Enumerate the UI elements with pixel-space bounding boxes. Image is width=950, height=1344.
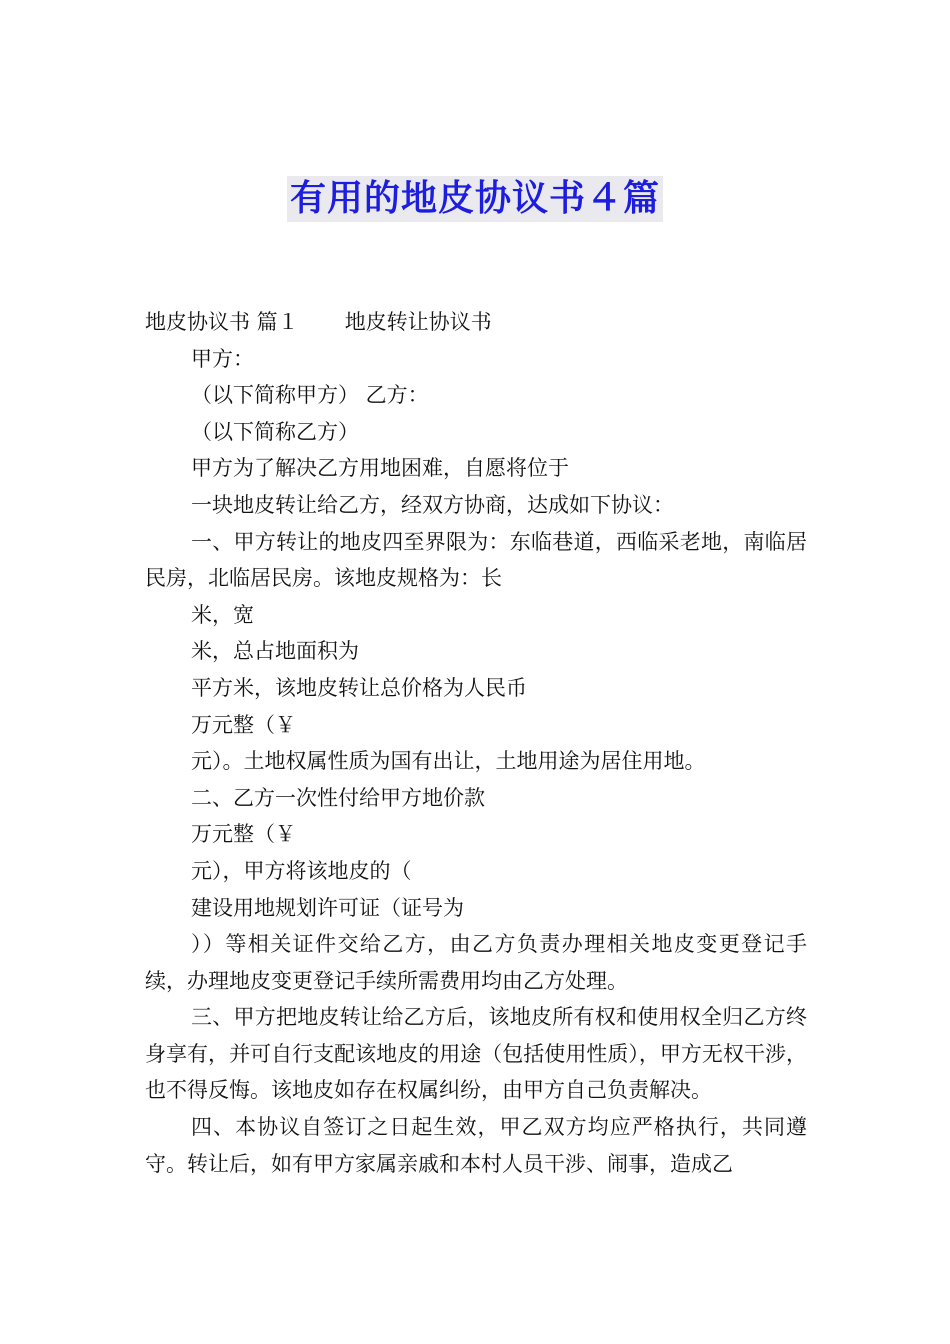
document-title: 有用的地皮协议书４篇 xyxy=(287,176,663,222)
clause-line: 建设用地规划许可证（证号为 xyxy=(191,895,464,920)
party-b-line: （以下简称甲方） 乙方： xyxy=(191,383,429,408)
clause-line: 元），甲方将该地皮的（ xyxy=(191,858,412,883)
clause-3-paragraph: 三、甲方把地皮转让给乙方后，该地皮所有权和使用权全归乙方终身享有，并可自行支配该地皮的用途（包括使用性质），甲方无权干涉，也不得反悔。该地皮如存在权属纠纷，由甲方自己负责解决。 xyxy=(145,1005,807,1103)
clause-line: 米，总占地面积为 xyxy=(191,639,359,664)
clause-4-paragraph: 四、本协议自签订之日起生效，甲乙双方均应严格执行，共同遵守。转让后，如有甲方家属亲戚和本村人员干涉、闹事，造成乙 xyxy=(145,1115,807,1176)
clause-line: 元）。土地权属性质为国有出让，土地用途为居住用地。 xyxy=(191,749,706,774)
title-container xyxy=(0,176,950,222)
intro-line: 甲方为了解决乙方用地困难，自愿将位于 xyxy=(191,456,569,481)
party-b-abbr-line: （以下简称乙方） xyxy=(191,419,359,444)
document-body xyxy=(145,304,807,1182)
section-label: 地皮协议书 篇１ xyxy=(145,310,299,334)
party-a-line: 甲方： xyxy=(191,346,254,371)
intro-line-2: 一块地皮转让给乙方，经双方协商，达成如下协议： xyxy=(191,492,674,517)
clause-line: 米，宽 xyxy=(191,602,254,627)
clause-line: 平方米，该地皮转让总价格为人民币 xyxy=(191,675,527,700)
clause-2-heading-line: 二、乙方一次性付给甲方地价款 xyxy=(191,785,485,810)
clause-line: 万元整（￥ xyxy=(191,822,296,847)
section-heading: 地皮转让协议书 xyxy=(344,310,492,334)
clause-line: 万元整（￥ xyxy=(191,712,296,737)
clause-2-tail-paragraph: ））等相关证件交给乙方，由乙方负责办理相关地皮变更登记手续，办理地皮变更登记手续所需费用均由乙方处理。 xyxy=(145,932,807,993)
section-header-line xyxy=(145,304,807,341)
clause-1-paragraph: 一、甲方转让的地皮四至界限为：东临巷道，西临采老地，南临居民房，北临居民房。该地皮规格为：长 xyxy=(145,529,807,591)
